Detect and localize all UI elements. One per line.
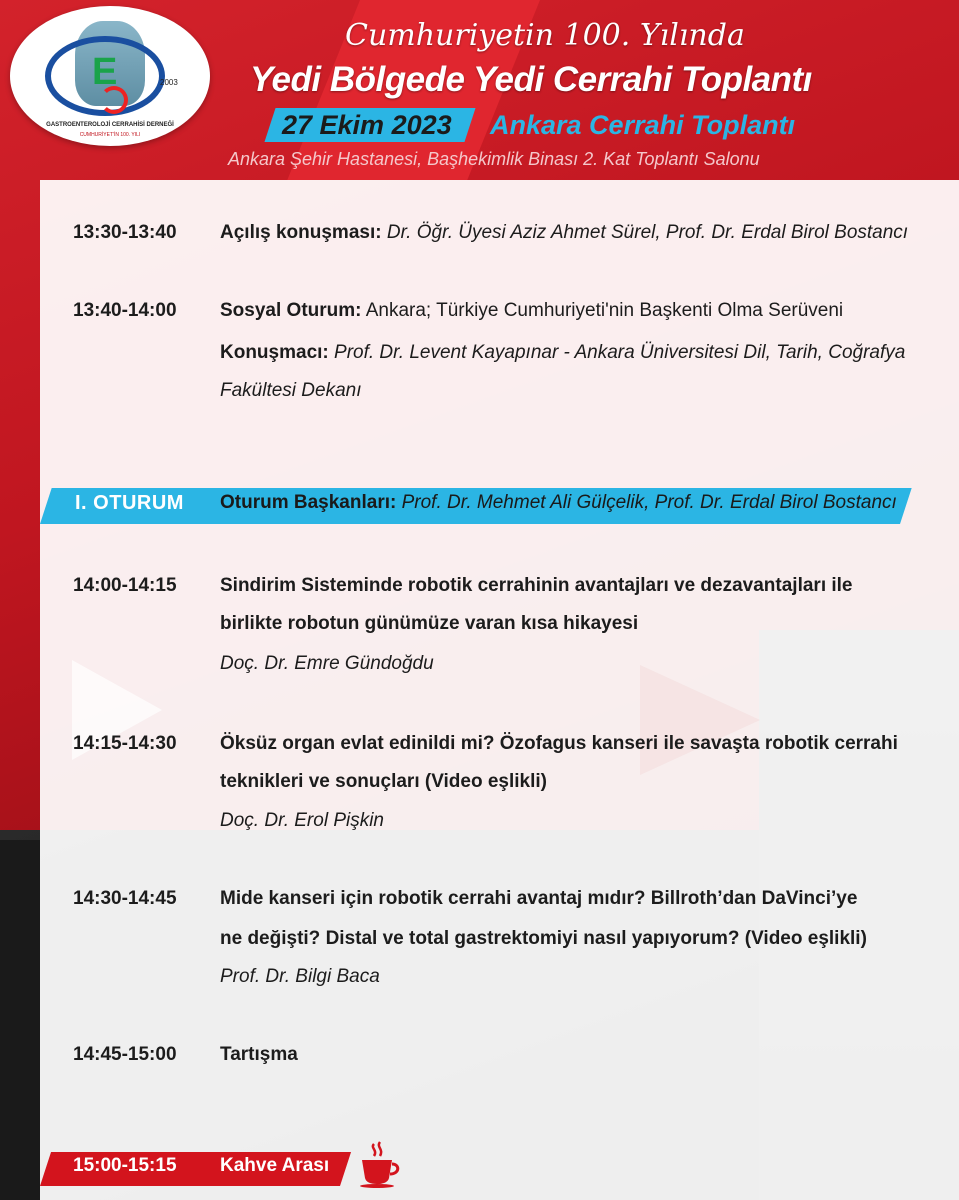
coffee-cup-icon bbox=[356, 1140, 404, 1188]
talk-title-line1: Mide kanseri için robotik cerrahi avantaj mıdır? Billroth’dan DaVinci’ye bbox=[220, 888, 858, 909]
header-date: 27 Ekim 2023 bbox=[282, 110, 452, 140]
speaker-label: Konuşmacı: bbox=[220, 342, 329, 363]
item-time: 14:00-14:15 bbox=[73, 575, 177, 596]
logo-crescent-icon bbox=[100, 86, 128, 114]
background-dark-strip bbox=[0, 840, 40, 1200]
item-body bbox=[220, 334, 906, 372]
item-time: 13:40-14:00 bbox=[73, 300, 177, 321]
chairs-names: Prof. Dr. Mehmet Ali Gülçelik, Prof. Dr. Erdal Birol Bostancı bbox=[401, 492, 897, 513]
logo-year: 2003 bbox=[160, 78, 178, 87]
item-time: 14:45-15:00 bbox=[73, 1044, 177, 1065]
item-label: Sosyal Oturum: bbox=[220, 300, 362, 321]
logo-letter-e: E bbox=[92, 51, 118, 93]
item-time: 14:15-14:30 bbox=[73, 733, 177, 754]
item-time: 13:30-13:40 bbox=[73, 222, 177, 243]
header-meeting-name: Ankara Cerrahi Toplantı bbox=[490, 110, 796, 140]
discussion-label: Tartışma bbox=[220, 1044, 298, 1065]
speaker-affiliation: Fakültesi Dekanı bbox=[220, 380, 362, 401]
item-topic: Ankara; Türkiye Cumhuriyeti'nin Başkenti Olma Serüveni bbox=[365, 300, 844, 321]
header-venue: Ankara Şehir Hastanesi, Başhekimlik Binası 2. Kat Toplantı Salonu bbox=[228, 149, 760, 169]
coffee-label: Kahve Arası bbox=[220, 1155, 330, 1176]
speaker-name: Prof. Dr. Levent Kayapınar - Ankara Üniversitesi Dil, Tarih, Coğrafya bbox=[334, 342, 906, 363]
item-speakers: Dr. Öğr. Üyesi Aziz Ahmet Sürel, Prof. Dr. Erdal Birol Bostancı bbox=[386, 222, 909, 243]
talk-title-line1: Öksüz organ evlat edinildi mi? Özofagus kanseri ile savaşta robotik cerrahi bbox=[220, 733, 898, 754]
session-id: I. OTURUM bbox=[75, 492, 184, 514]
item-time: 14:30-14:45 bbox=[73, 888, 177, 909]
talk-speaker-name: Doç. Dr. Erol Pişkin bbox=[220, 810, 384, 831]
society-logo bbox=[10, 6, 210, 146]
logo-org-name: GASTROENTEROLOJİ CERRAHİSİ DERNEĞİ bbox=[46, 122, 174, 128]
header-script-title: Cumhuriyetin 100. Yılında bbox=[345, 18, 745, 53]
talk-speaker-name: Doç. Dr. Emre Gündoğdu bbox=[220, 653, 434, 674]
session-chairs bbox=[220, 492, 897, 514]
logo-subtitle: CUMHURİYET'İN 100. YILI bbox=[79, 132, 141, 138]
coffee-time: 15:00-15:15 bbox=[73, 1155, 177, 1176]
talk-title-line2: ne değişti? Distal ve total gastrektomiyi nasıl yapıyorum? (Video eşlikli) bbox=[220, 928, 867, 949]
item-label: Açılış konuşması: bbox=[220, 222, 382, 243]
talk-title-line2: teknikleri ve sonuçları (Video eşlikli) bbox=[220, 771, 548, 792]
talk-speaker-name: Prof. Dr. Bilgi Baca bbox=[220, 966, 380, 987]
talk-title-line1: Sindirim Sisteminde robotik cerrahinin avantajları ve dezavantajları ile bbox=[220, 575, 853, 596]
header-main-title: Yedi Bölgede Yedi Cerrahi Toplantı bbox=[250, 60, 812, 99]
chairs-label: Oturum Başkanları: bbox=[220, 492, 397, 513]
item-body bbox=[220, 214, 909, 252]
talk-title-line2: birlikte robotun günümüze varan kısa hikayesi bbox=[220, 613, 639, 634]
item-body bbox=[220, 292, 880, 330]
